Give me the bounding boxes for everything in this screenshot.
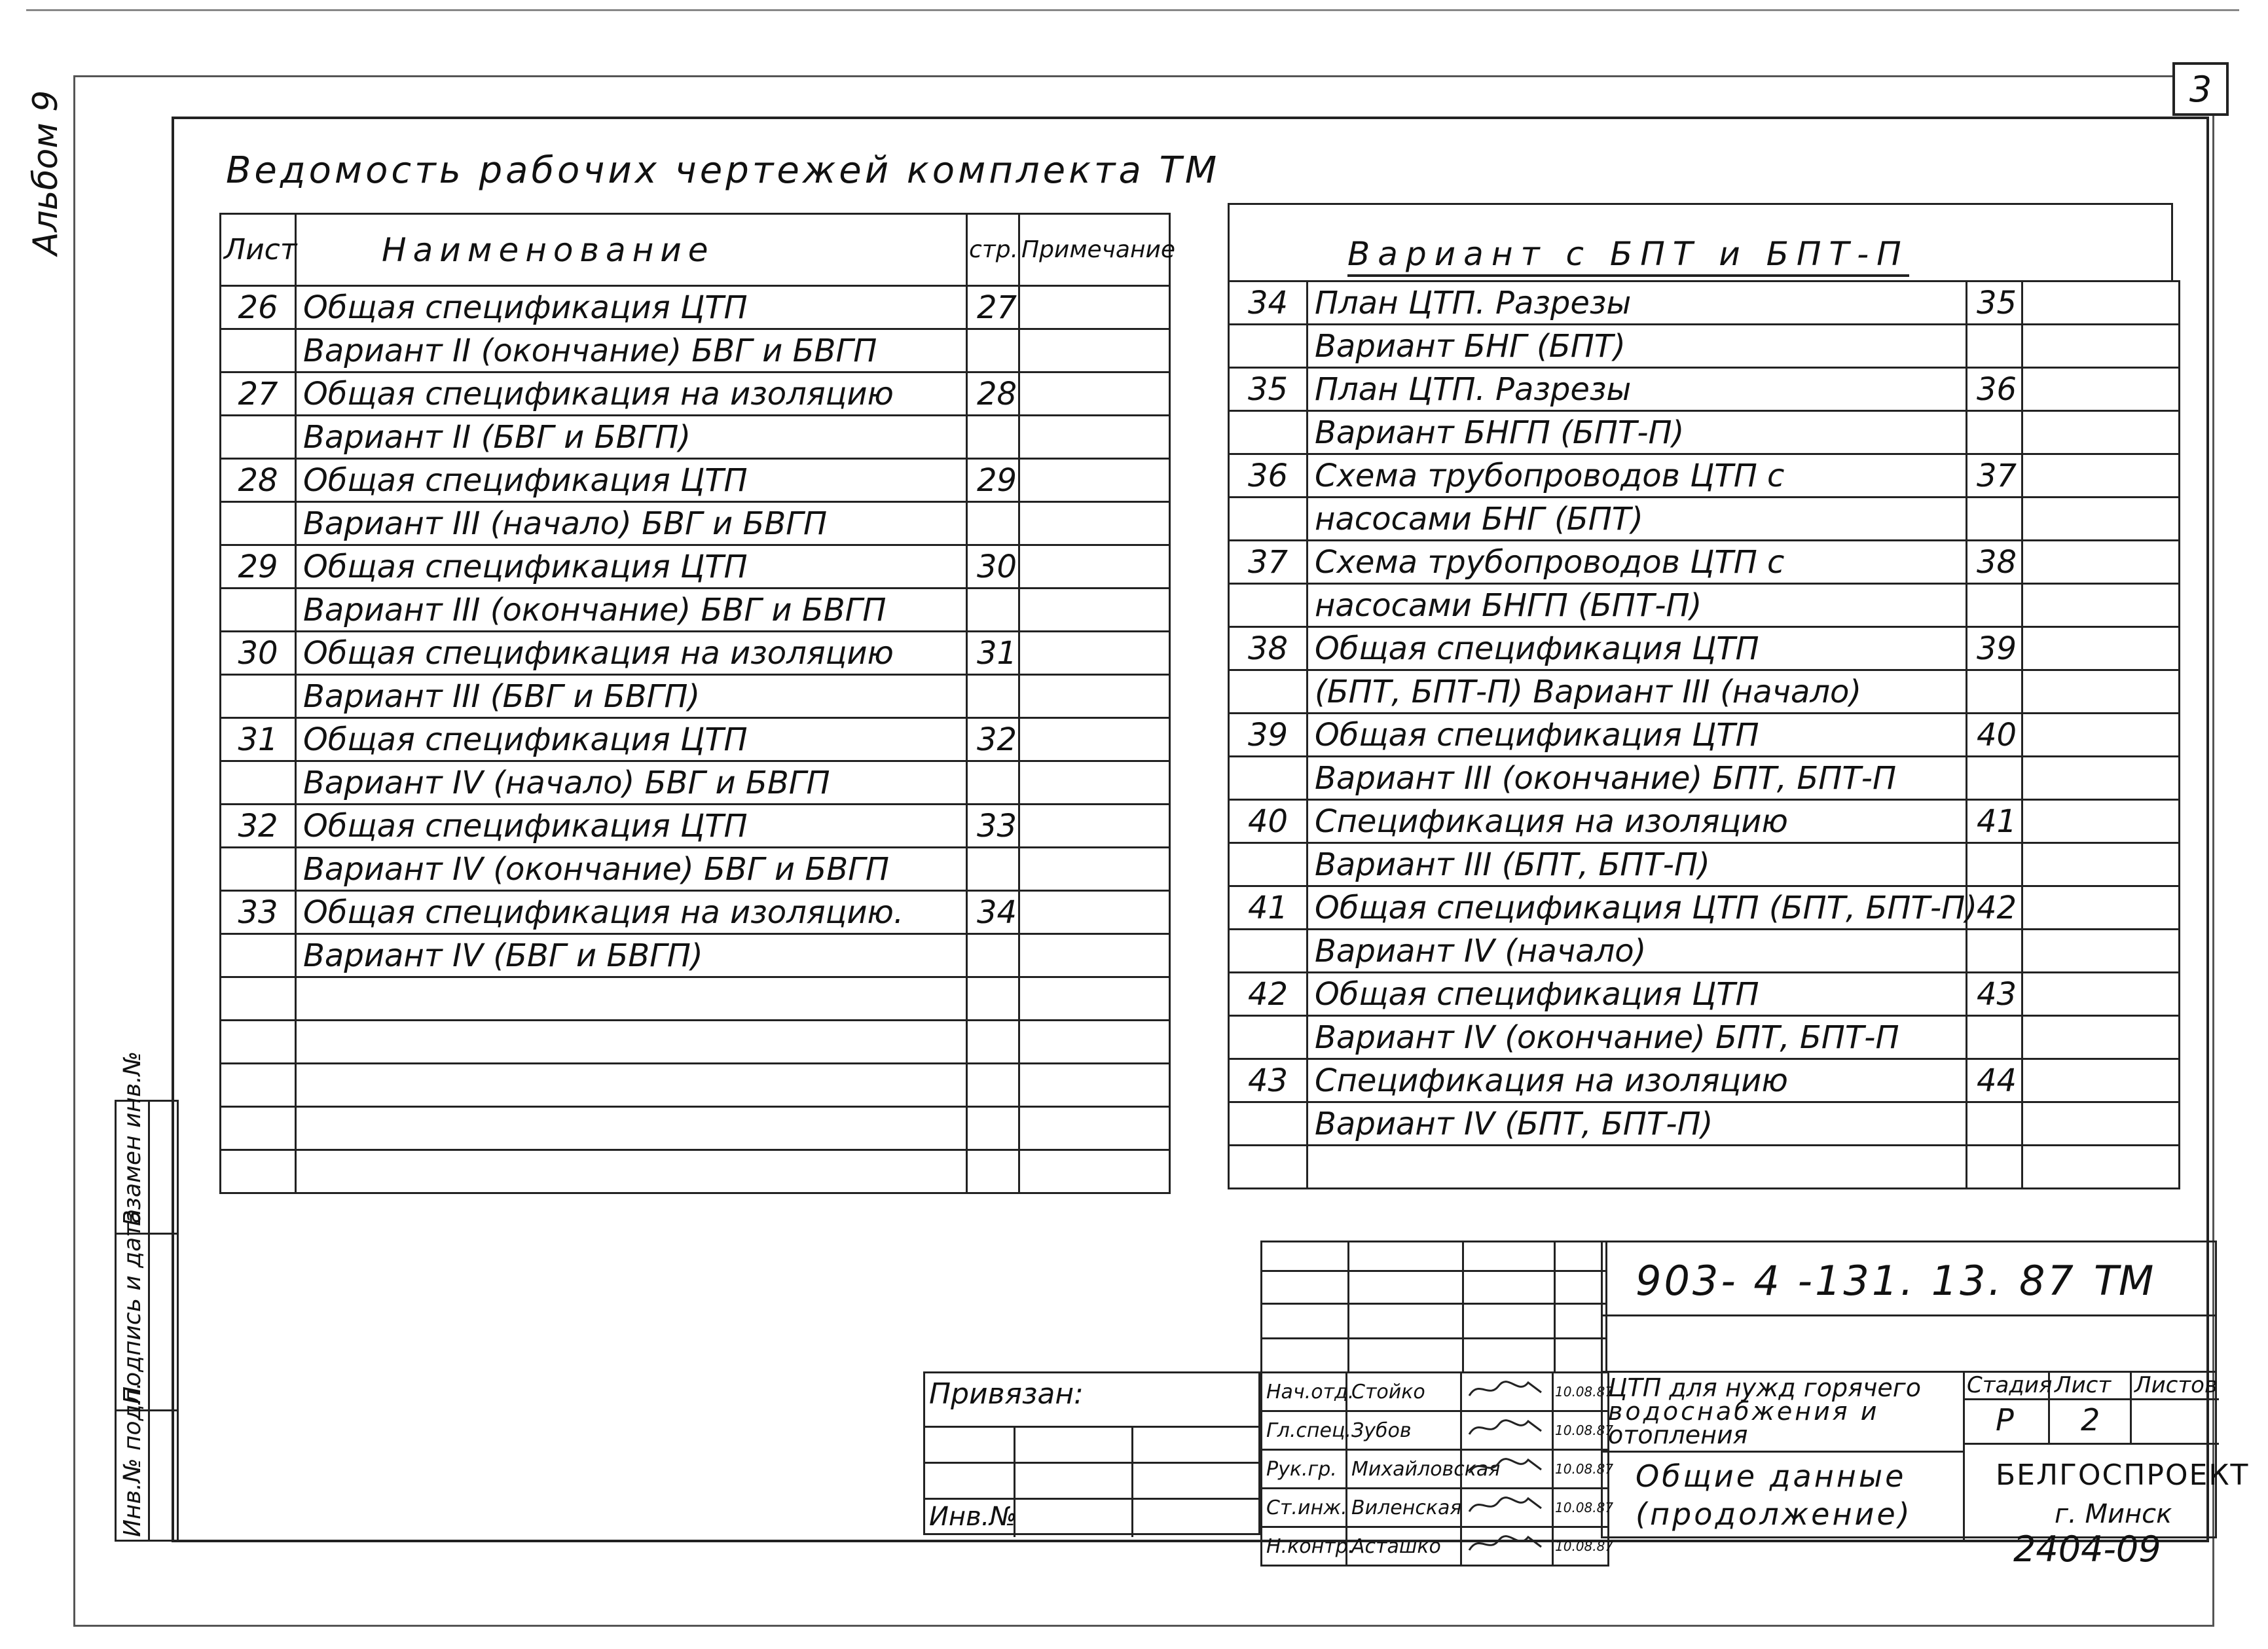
note-cell: [2022, 411, 2180, 454]
role-title: Нач.отд.: [1262, 1373, 1347, 1411]
sheet-number: 27: [221, 372, 296, 416]
sheet-value: 2: [2081, 1402, 2100, 1438]
note-cell: [2022, 800, 2180, 843]
empty-cell: [296, 977, 967, 1021]
drawing-name-line1: Общая спецификация ЦТП: [1308, 714, 1967, 757]
note-cell: [1019, 502, 1170, 545]
right-drawings-table: [1228, 280, 2180, 1189]
note-cell: [2022, 757, 2180, 800]
sheet-number-empty: [1229, 498, 1308, 541]
note-cell: [2022, 886, 2180, 930]
drawing-name-line2: Вариант IV (начало) БВГ и БВГП: [296, 761, 967, 805]
note-cell: [2022, 843, 2180, 886]
doc-code: 903- 4 -131. 13. 87: [1636, 1257, 2076, 1305]
note-cell: [2022, 1016, 2180, 1059]
sheet-corner-number: 3: [2189, 69, 2212, 110]
note-cell: [1019, 545, 1170, 589]
page-number-empty: [1967, 325, 2022, 368]
sheet-number: 41: [1229, 886, 1308, 930]
table-row: [221, 761, 1170, 805]
page-number: 36: [1967, 368, 2022, 411]
handwritten-signature-icon: [1466, 1531, 1545, 1557]
archive-number: 2404-09: [2013, 1529, 2161, 1570]
drawing-name-line1: Общая спецификация ЦТП: [296, 805, 967, 848]
role-person: Михайловская: [1347, 1450, 1461, 1489]
table-row: [221, 545, 1170, 589]
role-row: [1262, 1489, 1609, 1527]
role-title: Ст.инж.: [1262, 1489, 1347, 1527]
empty-cell: [1019, 977, 1170, 1021]
sheet-number-empty: [221, 934, 296, 977]
sheet-title-2: (продолжение): [1636, 1496, 1912, 1532]
table-row-empty: [221, 1107, 1170, 1150]
sheet-title-1: Общие данные: [1636, 1459, 1907, 1494]
side-stamp-sign-date: Подпись и дата: [119, 1208, 146, 1404]
stage-value: Р: [1996, 1402, 2014, 1438]
page-number-empty: [1967, 1016, 2022, 1059]
org-name: БЕЛГОСПРОЕКТ: [1996, 1459, 2250, 1492]
sheet-number-empty: [221, 329, 296, 372]
empty-cell: [296, 1064, 967, 1107]
drawing-name-line1: Общая спецификация ЦТП: [1308, 627, 1967, 670]
empty-cell: [296, 1021, 967, 1064]
drawing-name-line2: Вариант III (БВГ и БВГП): [296, 675, 967, 718]
sheet-number-empty: [1229, 411, 1308, 454]
role-title: Рук.гр.: [1262, 1450, 1347, 1489]
empty-cell: [221, 1021, 296, 1064]
page-number-empty: [1967, 411, 2022, 454]
page-number-empty: [967, 416, 1019, 459]
sheet-number-empty: [1229, 1102, 1308, 1146]
drawing-name-line2: насосами БНГ (БПТ): [1308, 498, 1967, 541]
role-date: 10.08.87: [1553, 1411, 1609, 1450]
note-cell: [1019, 589, 1170, 632]
header-sheet: Лист: [221, 214, 296, 286]
role-date: 10.08.87: [1553, 1450, 1609, 1489]
note-cell: [1019, 761, 1170, 805]
page-number: 40: [1967, 714, 2022, 757]
drawing-name-line1: Общая спецификация ЦТП: [296, 459, 967, 502]
drawing-name-line1: Схема трубопроводов ЦТП с: [1308, 454, 1967, 498]
sheet-number-empty: [1229, 1016, 1308, 1059]
privyazan-block: [923, 1371, 1260, 1535]
empty-cell: [1019, 1107, 1170, 1150]
privyazan-label: Привязан:: [929, 1377, 1084, 1411]
page-number: 42: [1967, 886, 2022, 930]
empty-cell: [221, 1064, 296, 1107]
drawing-name-line2: Вариант III (начало) БВГ и БВГП: [296, 502, 967, 545]
page-number-empty: [967, 761, 1019, 805]
sheet-number: 37: [1229, 541, 1308, 584]
page-number-empty: [1967, 843, 2022, 886]
note-cell: [1019, 891, 1170, 934]
sheet-number: 29: [221, 545, 296, 589]
signature-cell: [1461, 1411, 1553, 1450]
right-table-heading: Вариант с БПТ и БПТ-П: [1347, 235, 1909, 277]
sheet-number: 31: [221, 718, 296, 761]
sheet-number: 32: [221, 805, 296, 848]
note-cell: [1019, 372, 1170, 416]
table-row: [221, 459, 1170, 502]
table-row: [1229, 454, 2180, 498]
role-title: Н.контр.: [1262, 1527, 1347, 1566]
table-row: [1229, 670, 2180, 714]
page-number-empty: [967, 589, 1019, 632]
note-cell: [2022, 670, 2180, 714]
table-row: [1229, 800, 2180, 843]
drawing-name-line1: План ЦТП. Разрезы: [1308, 281, 1967, 325]
empty-cell: [221, 1150, 296, 1193]
table-row: [1229, 411, 2180, 454]
drawing-name-line2: Вариант II (БВГ и БВГП): [296, 416, 967, 459]
role-row: [1262, 1411, 1609, 1450]
role-title: Гл.спец.: [1262, 1411, 1347, 1450]
empty-cell: [296, 1107, 967, 1150]
side-stamp-vzam-inv: Взамен инв.№: [119, 1051, 146, 1226]
drawing-name-line1: Спецификация на изоляцию: [1308, 1059, 1967, 1102]
page-number: 29: [967, 459, 1019, 502]
sheet-number-empty: [221, 675, 296, 718]
empty-cell: [221, 1107, 296, 1150]
table-row: [1229, 498, 2180, 541]
sheet-number: 36: [1229, 454, 1308, 498]
drawing-name-line2: Вариант III (окончание) БВГ и БВГП: [296, 589, 967, 632]
empty-cell: [1967, 1146, 2022, 1189]
role-row: [1262, 1527, 1609, 1566]
drawing-name-line2: насосами БНГП (БПТ-П): [1308, 584, 1967, 627]
sheet-number-empty: [221, 848, 296, 891]
drawing-name-line1: Общая спецификация ЦТП (БПТ, БПТ-П): [1308, 886, 1967, 930]
handwritten-signature-icon: [1466, 1376, 1545, 1402]
table-row: [1229, 1059, 2180, 1102]
object-name-1: ЦТП для нужд горячего: [1608, 1373, 1922, 1402]
note-cell: [2022, 1102, 2180, 1146]
table-row: [1229, 930, 2180, 973]
sheet-number: 42: [1229, 973, 1308, 1016]
drawing-name-line2: (БПТ, БПТ-П) Вариант III (начало): [1308, 670, 1967, 714]
table-row: [221, 502, 1170, 545]
side-stamp: [115, 1051, 179, 1542]
page-number-empty: [967, 329, 1019, 372]
drawing-name-line2: Вариант IV (начало): [1308, 930, 1967, 973]
sheet-number-empty: [1229, 584, 1308, 627]
stage-label: Стадия: [1967, 1372, 2053, 1398]
doc-mark: ТМ: [2094, 1257, 2154, 1305]
page-number: 34: [967, 891, 1019, 934]
table-row-empty: [1229, 1146, 2180, 1189]
page-number-empty: [1967, 757, 2022, 800]
title-main: [1601, 1241, 2250, 1538]
table-row: [1229, 541, 2180, 584]
table-row: [1229, 757, 2180, 800]
role-date: 10.08.87: [1553, 1527, 1609, 1566]
note-cell: [1019, 286, 1170, 329]
page-number: 28: [967, 372, 1019, 416]
note-cell: [2022, 325, 2180, 368]
handwritten-signature-icon: [1466, 1415, 1545, 1441]
note-cell: [1019, 675, 1170, 718]
empty-cell: [1308, 1146, 1967, 1189]
table-row: [221, 718, 1170, 761]
sheet-number: 43: [1229, 1059, 1308, 1102]
drawing-name-line1: Общая спецификация ЦТП: [1308, 973, 1967, 1016]
page-number: 31: [967, 632, 1019, 675]
note-cell: [1019, 459, 1170, 502]
drawing-name-line2: Вариант IV (БВГ и БВГП): [296, 934, 967, 977]
drawing-name-line2: Вариант БНГП (БПТ-П): [1308, 411, 1967, 454]
signature-cell: [1461, 1373, 1553, 1411]
empty-cell: [2022, 1146, 2180, 1189]
sheet-number: 28: [221, 459, 296, 502]
table-row: [1229, 325, 2180, 368]
table-row-empty: [221, 977, 1170, 1021]
table-row: [221, 329, 1170, 372]
page-number: 35: [1967, 281, 2022, 325]
table-row: [221, 805, 1170, 848]
drawing-name-line1: Общая спецификация на изоляцию: [296, 632, 967, 675]
table-row: [221, 891, 1170, 934]
page-number-empty: [1967, 498, 2022, 541]
note-cell: [2022, 1059, 2180, 1102]
note-cell: [2022, 714, 2180, 757]
title-block: [923, 1241, 2250, 1570]
table-row: [221, 372, 1170, 416]
object-name-2: водоснабжения и: [1608, 1397, 1880, 1426]
empty-cell: [296, 1150, 967, 1193]
empty-cell: [967, 1107, 1019, 1150]
note-cell: [1019, 848, 1170, 891]
table-row: [221, 632, 1170, 675]
note-cell: [2022, 973, 2180, 1016]
drawing-name-line2: Вариант IV (БПТ, БПТ-П): [1308, 1102, 1967, 1146]
header-note: Примечание: [1019, 214, 1170, 286]
drawing-name-line2: Вариант III (БПТ, БПТ-П): [1308, 843, 1967, 886]
table-row: [1229, 843, 2180, 886]
empty-cell: [1229, 1146, 1308, 1189]
drawing-name-line1: Общая спецификация на изоляцию.: [296, 891, 967, 934]
role-row: [1262, 1373, 1609, 1411]
table-row: [221, 848, 1170, 891]
page-number: 44: [1967, 1059, 2022, 1102]
sheet-number-empty: [1229, 670, 1308, 714]
header-page: стр.: [967, 214, 1019, 286]
table-row: [1229, 714, 2180, 757]
page-number-empty: [967, 848, 1019, 891]
table-row: [221, 934, 1170, 977]
sheet-number: 38: [1229, 627, 1308, 670]
album-label: [26, 90, 65, 255]
note-cell: [1019, 632, 1170, 675]
page-number-empty: [1967, 584, 2022, 627]
note-cell: [2022, 930, 2180, 973]
drawing-name-line1: Общая спецификация ЦТП: [296, 286, 967, 329]
drawing-name-line2: Вариант IV (окончание) БВГ и БВГП: [296, 848, 967, 891]
table-row: [221, 416, 1170, 459]
table-row: [1229, 627, 2180, 670]
page-number: 27: [967, 286, 1019, 329]
table-row: [1229, 368, 2180, 411]
empty-cell: [967, 1021, 1019, 1064]
revision-grid: [1260, 1241, 1607, 1371]
sheet-number: 34: [1229, 281, 1308, 325]
drawing-name-line1: Общая спецификация на изоляцию: [296, 372, 967, 416]
sheet-number: 35: [1229, 368, 1308, 411]
role-row: [1262, 1450, 1609, 1489]
signature-cell: [1461, 1489, 1553, 1527]
note-cell: [2022, 584, 2180, 627]
table-row: [1229, 973, 2180, 1016]
sheet-number: 26: [221, 286, 296, 329]
drawing-name-line1: Общая спецификация ЦТП: [296, 545, 967, 589]
header-name: Наименование: [296, 214, 967, 286]
empty-cell: [1019, 1021, 1170, 1064]
empty-cell: [221, 977, 296, 1021]
drawing-name-line1: Общая спецификация ЦТП: [296, 718, 967, 761]
sheets-label: Листов: [2134, 1372, 2218, 1398]
page-title: Ведомость рабочих чертежей комплекта ТМ: [226, 149, 1220, 192]
note-cell: [1019, 416, 1170, 459]
page-number: 38: [1967, 541, 2022, 584]
page-number: 43: [1967, 973, 2022, 1016]
page-number-empty: [967, 675, 1019, 718]
sheet-number-empty: [1229, 930, 1308, 973]
role-date: 10.08.87: [1553, 1489, 1609, 1527]
table-row: [1229, 1102, 2180, 1146]
table-row: [221, 286, 1170, 329]
role-person: Стойко: [1347, 1373, 1461, 1411]
sheet-number-empty: [221, 502, 296, 545]
signature-cell: [1461, 1450, 1553, 1489]
role-date: 10.08.87: [1553, 1373, 1609, 1411]
table-row: [1229, 584, 2180, 627]
sheet-number: 30: [221, 632, 296, 675]
note-cell: [2022, 627, 2180, 670]
page-number-empty: [1967, 1102, 2022, 1146]
sheet-number-empty: [221, 416, 296, 459]
sheet-label: Лист: [2055, 1372, 2112, 1398]
page-number: 30: [967, 545, 1019, 589]
page-number: 33: [967, 805, 1019, 848]
role-person: Асташко: [1347, 1527, 1461, 1566]
drawing-name-line2: Вариант III (окончание) БПТ, БПТ-П: [1308, 757, 1967, 800]
note-cell: [1019, 934, 1170, 977]
note-cell: [2022, 281, 2180, 325]
page-number: 37: [1967, 454, 2022, 498]
role-person: Зубов: [1347, 1411, 1461, 1450]
sheet-number-empty: [1229, 325, 1308, 368]
empty-cell: [1019, 1150, 1170, 1193]
page-number-empty: [1967, 930, 2022, 973]
role-person: Виленская: [1347, 1489, 1461, 1527]
signature-cell: [1461, 1527, 1553, 1566]
page-number-empty: [967, 502, 1019, 545]
table-row: [1229, 1016, 2180, 1059]
drawing-name-line2: Вариант IV (окончание) БПТ, БПТ-П: [1308, 1016, 1967, 1059]
page-number-empty: [1967, 670, 2022, 714]
drawing-name-line2: Вариант II (окончание) БВГ и БВГП: [296, 329, 967, 372]
empty-cell: [967, 1064, 1019, 1107]
note-cell: [2022, 541, 2180, 584]
right-table-header-box: [1228, 203, 2173, 280]
left-drawings-table: [219, 213, 1176, 1194]
table-row: [1229, 886, 2180, 930]
drawing-name-line2: Вариант БНГ (БПТ): [1308, 325, 1967, 368]
page-number: 41: [1967, 800, 2022, 843]
note-cell: [2022, 454, 2180, 498]
drawing-name-line1: План ЦТП. Разрезы: [1308, 368, 1967, 411]
note-cell: [2022, 368, 2180, 411]
scan-edge-line: [26, 9, 2239, 11]
org-city: г. Минск: [2055, 1499, 2172, 1529]
empty-cell: [1019, 1064, 1170, 1107]
sheet-number: 33: [221, 891, 296, 934]
empty-cell: [967, 1150, 1019, 1193]
album-label-text: Альбом 9: [26, 90, 65, 255]
sheet-number: 39: [1229, 714, 1308, 757]
sheet-number-empty: [1229, 843, 1308, 886]
sheet-number-empty: [221, 761, 296, 805]
note-cell: [1019, 329, 1170, 372]
table-row: [221, 589, 1170, 632]
sheet-corner-box: [2172, 62, 2229, 116]
inv-no-label: Инв.№: [929, 1502, 1017, 1532]
table-row-empty: [221, 1021, 1170, 1064]
sheet-number-empty: [1229, 757, 1308, 800]
table-row-empty: [221, 1064, 1170, 1107]
page-number: 32: [967, 718, 1019, 761]
note-cell: [1019, 805, 1170, 848]
page-number-empty: [967, 934, 1019, 977]
table-row: [1229, 281, 2180, 325]
note-cell: [2022, 498, 2180, 541]
empty-cell: [967, 977, 1019, 1021]
drawing-name-line1: Спецификация на изоляцию: [1308, 800, 1967, 843]
page-number: 39: [1967, 627, 2022, 670]
table-row: [221, 675, 1170, 718]
note-cell: [1019, 718, 1170, 761]
roles-table: [1260, 1371, 1614, 1567]
sheet-number-empty: [221, 589, 296, 632]
table-row-empty: [221, 1150, 1170, 1193]
sheet-number: 40: [1229, 800, 1308, 843]
side-stamp-inv-podl: Инв.№ подл.: [119, 1382, 146, 1537]
handwritten-signature-icon: [1466, 1453, 1545, 1479]
handwritten-signature-icon: [1466, 1492, 1545, 1518]
drawing-name-line1: Схема трубопроводов ЦТП с: [1308, 541, 1967, 584]
object-name-3: отопления: [1608, 1421, 1748, 1449]
